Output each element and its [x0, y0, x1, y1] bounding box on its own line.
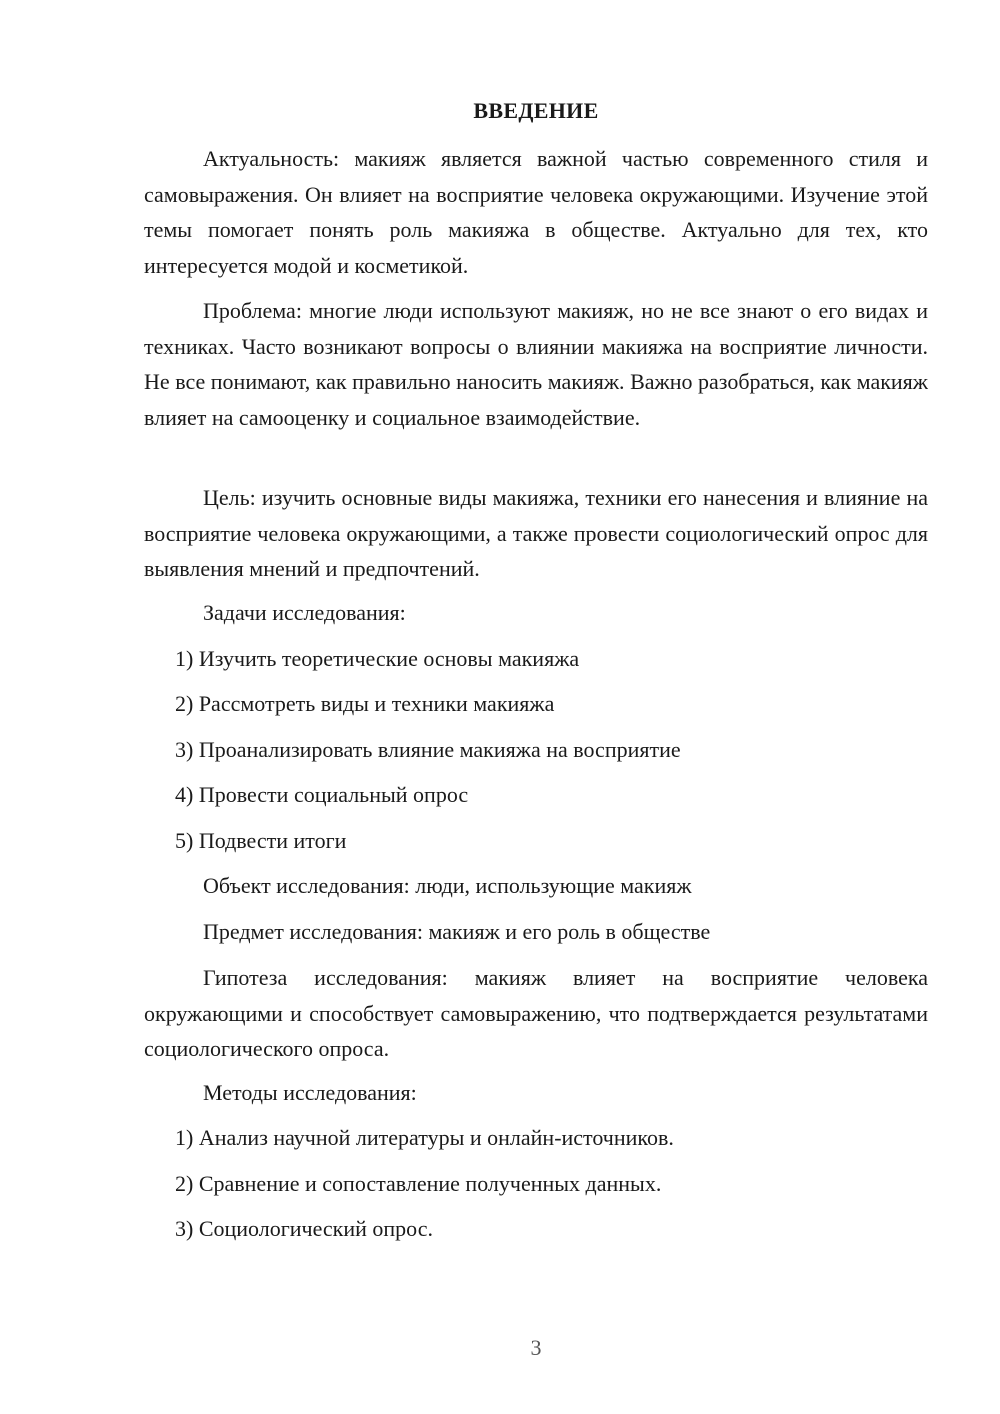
- method-item: 2) Сравнение и сопоставление полученных данных.: [175, 1171, 662, 1196]
- task-item: 3) Проанализировать влияние макияжа на восприятие: [175, 737, 681, 762]
- page-number: 3: [530, 1335, 542, 1360]
- goal-paragraph: Цель: изучить основные виды макияжа, техники его нанесения и влияние на восприятие человека окружающими, а также провести социологический опрос для выявления мнений и предпочтений.: [144, 485, 928, 581]
- relevance-paragraph: Актуальность: макияж является важной частью современного стиля и самовыражения. Он влияет на восприятие человека окружающими. Изучение этой темы помогает понять роль макияжа в обществе. Актуально для тех, кто интересуется модой и косметикой.: [144, 146, 928, 278]
- problem-paragraph: Проблема: многие люди используют макияж, но не все знают о его видах и техниках. Часто возникают вопросы о влиянии макияжа на восприятие личности. Не все понимают, как правильно наносить макияж. Важно разобраться, как макияж влияет на самооценку и социальное взаимодействие.: [144, 298, 928, 430]
- method-item: 3) Социологический опрос.: [175, 1216, 433, 1241]
- methods-heading: Методы исследования:: [203, 1080, 417, 1105]
- task-item: 4) Провести социальный опрос: [175, 782, 469, 807]
- page-title: ВВЕДЕНИЕ: [473, 98, 599, 123]
- object-line: Объект исследования: люди, использующие макияж: [203, 873, 692, 898]
- task-item: 2) Рассмотреть виды и техники макияжа: [175, 691, 555, 716]
- tasks-heading: Задачи исследования:: [203, 600, 406, 625]
- task-item: 5) Подвести итоги: [175, 828, 347, 853]
- task-item: 1) Изучить теоретические основы макияжа: [175, 646, 580, 671]
- method-item: 1) Анализ научной литературы и онлайн-источников.: [175, 1125, 674, 1150]
- hypothesis-paragraph: Гипотеза исследования: макияж влияет на восприятие человека окружающими и способствует самовыражению, что подтверждается результатами социологического опроса.: [144, 965, 928, 1061]
- subject-line: Предмет исследования: макияж и его роль в обществе: [203, 919, 711, 944]
